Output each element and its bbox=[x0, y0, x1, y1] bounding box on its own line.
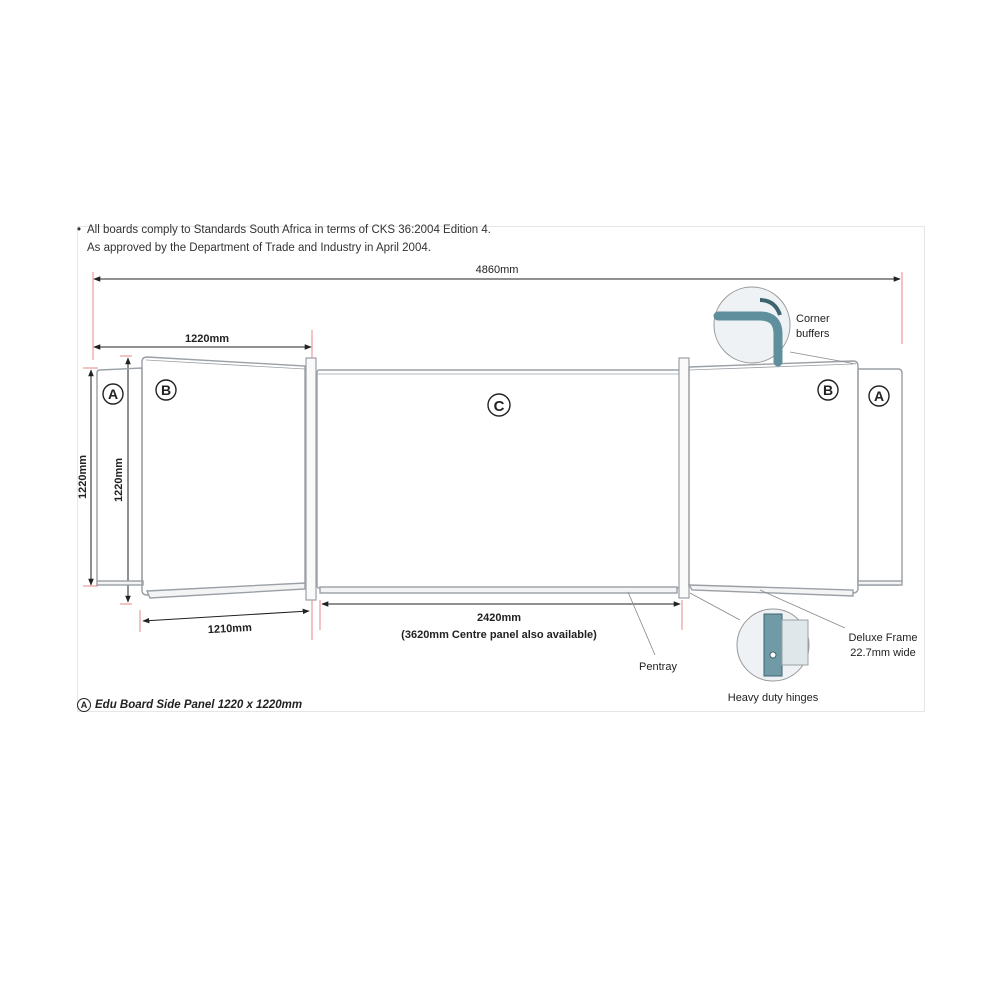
footer-caption bbox=[77, 698, 302, 712]
marker-c-centre-label: C bbox=[493, 398, 505, 415]
side-bottom-width-dimension-line bbox=[143, 611, 309, 621]
marker-b-right-label: B bbox=[822, 382, 834, 398]
pentray-label: Pentray bbox=[639, 661, 677, 673]
deluxe-frame-label-2: 22.7mm wide bbox=[850, 647, 916, 659]
corner-buffers-label-1: Corner bbox=[796, 313, 830, 325]
side-bottom-width-label: 1210mm bbox=[207, 621, 253, 637]
compliance-note-line-1: All boards comply to Standards South Africa in terms of CKS 36:2004 Edition 4. bbox=[87, 224, 491, 236]
inner-height-label: 1220mm bbox=[113, 457, 125, 503]
footer-caption-text: Edu Board Side Panel 1220 x 1220mm bbox=[95, 699, 303, 712]
approval-note: As approved by the Department of Trade and Industry in April 2004. bbox=[87, 242, 431, 254]
panel-markers bbox=[103, 380, 889, 416]
centre-width-label: 2420mm bbox=[476, 612, 522, 624]
compliance-note: • All boards comply to Standards South Africa in terms of CKS 36:2004 Edition 4. bbox=[77, 224, 491, 236]
corner-buffers-label-2: buffers bbox=[796, 328, 830, 340]
side-width-label: 1220mm bbox=[184, 333, 230, 345]
pentray-leader bbox=[628, 592, 655, 655]
outer-height-label: 1220mm bbox=[77, 454, 89, 500]
marker-a-left-label: A bbox=[107, 386, 119, 402]
pentray bbox=[320, 587, 677, 593]
hinge-post-right bbox=[679, 358, 689, 598]
marker-b-left-label: B bbox=[160, 382, 172, 398]
deluxe-frame-label-1: Deluxe Frame bbox=[848, 632, 918, 644]
marker-a-right-label: A bbox=[873, 388, 885, 404]
corner-buffer-detail bbox=[714, 287, 856, 364]
centre-alternative-label: (3620mm Centre panel also available) bbox=[401, 629, 597, 641]
hinge-detail bbox=[690, 593, 819, 704]
hinge-post-left bbox=[306, 358, 316, 600]
footer-marker: A bbox=[77, 698, 91, 712]
total-width-label: 4860mm bbox=[475, 264, 519, 276]
hinges-label: Heavy duty hinges bbox=[727, 692, 819, 704]
